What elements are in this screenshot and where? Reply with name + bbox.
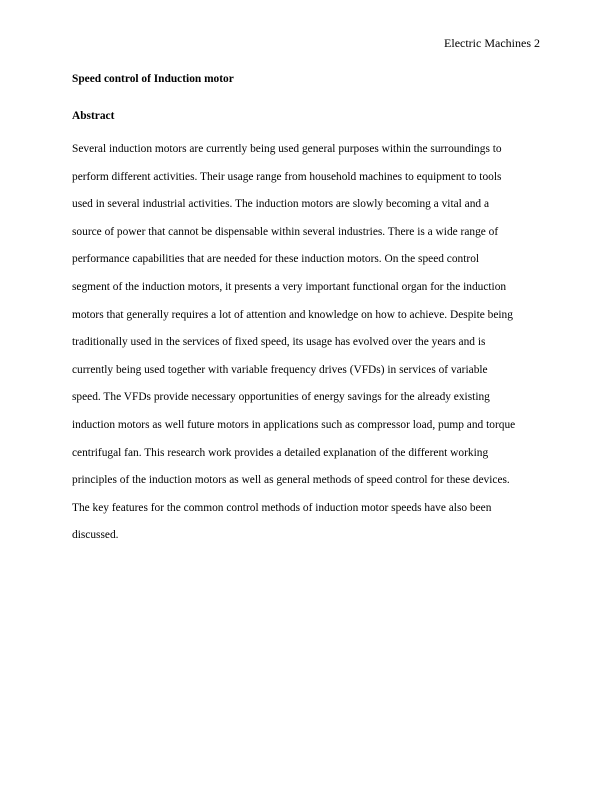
- abstract-body: [72, 136, 552, 550]
- abstract-line: perform different activities. Their usage range from household machines to equipment to tools: [72, 170, 502, 183]
- abstract-line: Several induction motors are currently being used general purposes within the surroundings to: [72, 143, 502, 155]
- abstract-heading: Abstract: [72, 110, 115, 122]
- abstract-line: currently being used together with variable frequency drives (VFDs) in services of variable: [72, 363, 488, 376]
- abstract-line: segment of the induction motors, it presents a very important functional organ for the induction: [72, 280, 507, 293]
- abstract-line: used in several industrial activities. The induction motors are slowly becoming a vital and a: [72, 198, 490, 211]
- document-title: Speed control of Induction motor: [72, 73, 234, 85]
- abstract-line: source of power that cannot be dispensable within several industries. There is a wide range of: [72, 225, 499, 238]
- abstract-line: The key features for the common control methods of induction motor speeds have also been: [72, 501, 492, 514]
- abstract-line: performance capabilities that are needed for these induction motors. On the speed control: [72, 253, 480, 266]
- abstract-line: induction motors as well future motors in applications such as compressor load, pump and torque: [72, 418, 516, 431]
- abstract-line: speed. The VFDs provide necessary opportunities of energy savings for the already existing: [72, 391, 490, 404]
- abstract-line: motors that generally requires a lot of attention and knowledge on how to achieve. Despite being: [72, 308, 513, 321]
- abstract-line: discussed.: [72, 529, 119, 542]
- abstract-line: traditionally used in the services of fixed speed, its usage has evolved over the years and is: [72, 336, 486, 349]
- abstract-line: principles of the induction motors as well as general methods of speed control for these devices.: [72, 474, 510, 487]
- running-head: Electric Machines 2: [444, 36, 540, 50]
- abstract-line: centrifugal fan. This research work provides a detailed explanation of the different working: [72, 446, 489, 459]
